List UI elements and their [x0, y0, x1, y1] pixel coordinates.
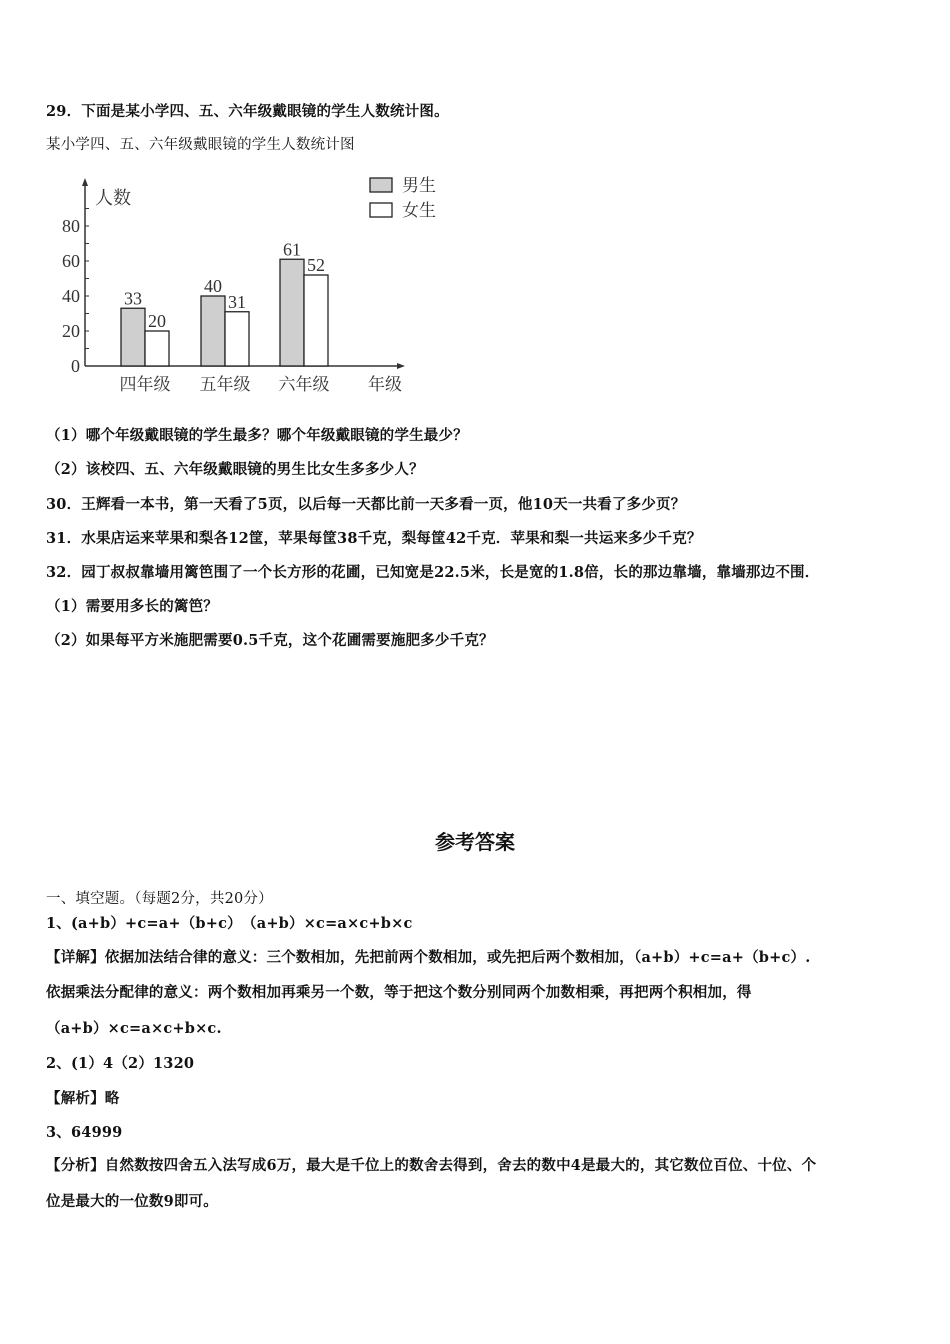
legend-label: 女生 [402, 201, 436, 220]
question-32-2: （2）如果每平方米施肥需要0.5千克，这个花圃需要施肥多少千克？ [46, 632, 494, 649]
bar-girls [304, 275, 328, 366]
answer-2-detail: 【解析】略 [46, 1090, 120, 1107]
answer-1-detail-2: 依据乘法分配律的意义：两个数相加再乘另一个数，等于把这个数分别同两个加数相乘，再把两个积相加，得 [46, 984, 752, 1001]
data-label: 40 [204, 276, 222, 296]
question-32: 32．园丁叔叔靠墙用篱笆围了一个长方形的花圃，已知宽是22.5米，长是宽的1.8倍，长的那边靠墙，靠墙那边不围． [46, 564, 820, 581]
x-tick-label: 六年级 [278, 375, 330, 394]
answer-1-detail: 【详解】依据加法结合律的意义：三个数相加，先把前两个数相加，或先把后两个数相加，（a+b）+c=a+（b+c）. [46, 949, 811, 966]
question-32-1: （1）需要用多长的篱笆？ [46, 598, 218, 615]
y-tick-label: 40 [62, 286, 80, 306]
x-tick-label: 四年级 [119, 375, 171, 394]
answers-title: 参考答案 [435, 830, 515, 854]
bar-girls [145, 331, 169, 366]
question-29-1: （1）哪个年级戴眼镜的学生最多？哪个年级戴眼镜的学生最少？ [46, 427, 468, 444]
y-tick-label: 80 [62, 216, 80, 236]
question-29: 29．下面是某小学四、五、六年级戴眼镜的学生人数统计图。 [46, 103, 449, 120]
legend-label: 男生 [402, 176, 436, 195]
bar-boys [121, 308, 145, 366]
y-tick-label: 20 [62, 321, 80, 341]
question-30: 30．王辉看一本书，第一天看了5页，以后每一天都比前一天多看一页，他10天一共看了多少页？ [46, 496, 686, 513]
answer-3-detail-2: 位是最大的一位数9即可。 [46, 1193, 218, 1210]
answer-1-detail-3: （a+b）×c=a×c+b×c. [46, 1020, 222, 1037]
x-axis-label: 年级 [368, 375, 402, 394]
answer-3: 3、64999 [46, 1124, 123, 1141]
y-tick-label: 0 [71, 356, 80, 376]
x-axis-arrow-icon [397, 363, 405, 369]
answer-3-detail: 【分析】自然数按四舍五入法写成6万，最大是千位上的数舍去得到，舍去的数中4是最大的，其它数位百位、十位、个 [46, 1157, 817, 1174]
legend-swatch-girls [370, 203, 392, 217]
x-tick-label: 五年级 [199, 375, 251, 394]
legend-swatch-boys [370, 178, 392, 192]
bar-boys [201, 296, 225, 366]
answers-section-1: 一、填空题。（每题2分，共20分） [46, 891, 273, 907]
question-29-2: （2）该校四、五、六年级戴眼镜的男生比女生多多少人？ [46, 461, 424, 478]
y-tick-label: 60 [62, 251, 80, 271]
chart-caption: 某小学四、五、六年级戴眼镜的学生人数统计图 [46, 137, 355, 153]
answer-2: 2、(1）4（2）1320 [46, 1055, 195, 1072]
data-label: 20 [148, 311, 166, 331]
data-label: 33 [124, 288, 142, 309]
data-label: 61 [283, 239, 301, 260]
question-31: 31．水果店运来苹果和梨各12筐，苹果每筐38千克，梨每筐42千克．苹果和梨一共运来多少千克？ [46, 530, 702, 547]
answer-1: 1、(a+b）+c=a+（b+c） （a+b）×c=a×c+b×c [46, 915, 413, 932]
data-label: 31 [228, 291, 246, 312]
y-axis-label: 人数 [95, 188, 131, 208]
bar-boys [280, 259, 304, 366]
bar-chart [45, 170, 436, 400]
bar-girls [225, 312, 249, 366]
data-label: 52 [307, 255, 325, 275]
y-axis-arrow-icon [82, 178, 88, 186]
